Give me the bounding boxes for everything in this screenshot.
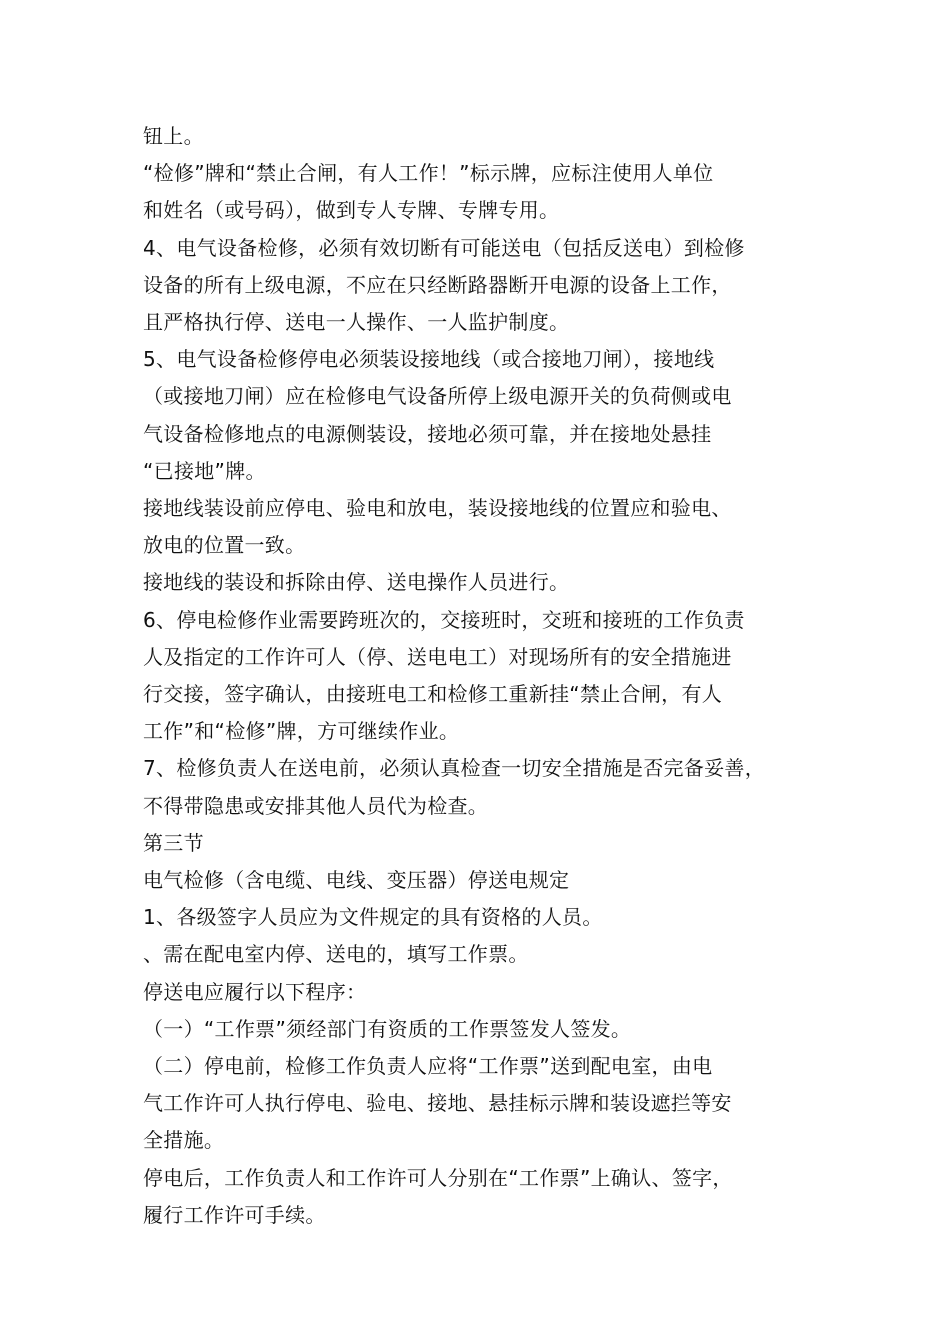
text-line: 、需在配电室内停、送电的，填写工作票。 <box>143 942 529 967</box>
text-line: 设备的所有上级电源，不应在只经断路器断开电源的设备上工作， <box>143 272 732 297</box>
text-line: 且严格执行停、送电一人操作、一人监护制度。 <box>143 310 570 335</box>
text-line: 气工作许可人执行停电、验电、接地、悬挂标示牌和装设遮拦等安 <box>143 1091 732 1116</box>
text-line: 全措施。 <box>143 1128 225 1153</box>
text-line: 履行工作许可手续。 <box>143 1202 326 1227</box>
text-line: 7、检修负责人在送电前，必须认真检查一切安全措施是否完备妥善， <box>143 756 766 781</box>
text-line: 气设备检修地点的电源侧装设，接地必须可靠，并在接地处悬挂 <box>143 421 712 446</box>
text-line: （一）“工作票”须经部门有资质的工作票签发人签发。 <box>143 1016 632 1041</box>
text-line: 4、电气设备检修，必须有效切断有可能送电（包括反送电）到检修 <box>143 235 745 260</box>
text-line: 接地线的装设和拆除由停、送电操作人员进行。 <box>143 570 570 595</box>
text-line: “检修”牌和“禁止合闸，有人工作！”标示牌，应标注使用人单位 <box>143 161 714 186</box>
text-line: 停送电应履行以下程序： <box>143 979 367 1004</box>
section-heading: 第三节 <box>143 830 204 855</box>
text-line: 人及指定的工作许可人（停、送电电工）对现场所有的安全措施进 <box>143 644 732 669</box>
text-line: 停电后，工作负责人和工作许可人分别在“工作票”上确认、签字， <box>143 1165 733 1190</box>
text-line: 5、电气设备检修停电必须装设接地线（或合接地刀闸），接地线 <box>143 347 715 372</box>
text-line: 接地线装设前应停电、验电和放电，装设接地线的位置应和验电、 <box>143 496 732 521</box>
text-line: “已接地”牌。 <box>143 458 266 483</box>
section-title: 电气检修（含电缆、电线、变压器）停送电规定 <box>143 868 570 893</box>
text-line: 放电的位置一致。 <box>143 533 306 558</box>
text-line: 6、停电检修作业需要跨班次的，交接班时，交班和接班的工作负责 <box>143 607 745 632</box>
document-body <box>143 118 843 1234</box>
text-line: （二）停电前，检修工作负责人应将“工作票”送到配电室，由电 <box>143 1054 713 1079</box>
text-line: 行交接，签字确认，由接班电工和检修工重新挂“禁止合闸，有人 <box>143 682 723 707</box>
text-line: 不得带隐患或安排其他人员代为检查。 <box>143 793 489 818</box>
text-line: 1、各级签字人员应为文件规定的具有资格的人员。 <box>143 905 603 930</box>
text-line: 钮上。 <box>143 124 204 148</box>
text-line: 和姓名（或号码），做到专人专牌、专牌专用。 <box>143 198 560 223</box>
text-line: 工作”和“检修”牌，方可继续作业。 <box>143 719 460 744</box>
text-line: （或接地刀闸）应在检修电气设备所停上级电源开关的负荷侧或电 <box>143 384 732 409</box>
